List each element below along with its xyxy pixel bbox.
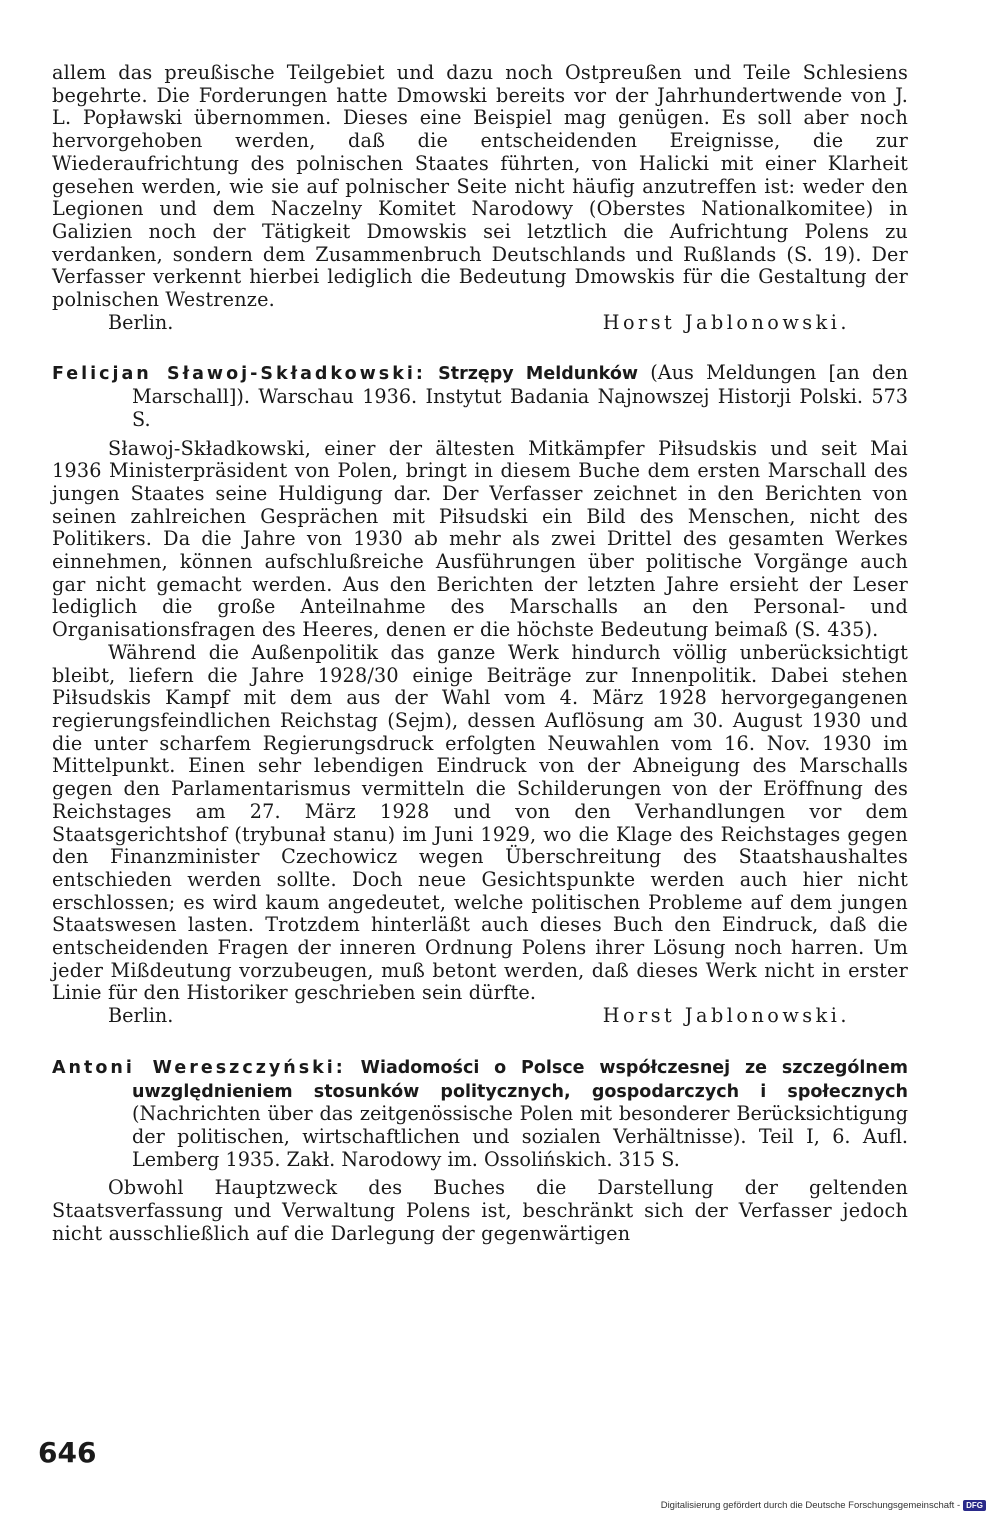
review2-paragraph-1: Sławoj-Składkowski, einer der ältesten Mitkämpfer Piłsudskis und seit Mai 1936 Ministerpräsident von Polen, bringt in diesem Buche dem ersten Marschall des jungen Staates seine Huldigung dar. Der Verfasser zeichnet in den Berichten von seinen zahlreichen Gesprächen mit Piłsudski ein Bild des Menschen, nicht des Politikers. Da die Jahre von 1930 ab mehr als zwei Drittel des gesamten Werkes einnehmen, können aufschlußreiche Ausführungen über politische Vorgänge auch gar nicht gemacht werden. Aus den Berichten der letzten Jahre ersieht der Leser lediglich die große Anteilnahme des Marschalls an den Personal- und Organisationsfragen des Heeres, denen er die höchste Bedeutung beimaß (S. 435). bbox=[52, 436, 908, 642]
review2-author-name: Felicjan Sławoj-Składkowski: bbox=[52, 364, 426, 385]
review3-heading bbox=[52, 1056, 908, 1172]
review3-title-polish: Wiadomości o Polsce współczesnej ze szczególnem uwzględnieniem stosunków politycznych, gospodarczych i społecznych bbox=[132, 1057, 908, 1102]
review2-title-polish: Strzępy Meldunków bbox=[438, 364, 639, 385]
review1-signature bbox=[52, 312, 908, 335]
page-content bbox=[52, 62, 908, 1245]
review2-heading bbox=[52, 362, 908, 431]
review2-title-rest: (Aus Meldungen [an den Marschall]). Warschau 1936. Instytut Badania Najnowszej Historji Polski. 573 S. bbox=[132, 361, 908, 431]
review3-paragraph: Obwohl Hauptzweck des Buches die Darstellung der geltenden Staatsverfassung und Verwaltung Polens ist, beschränkt sich der Verfasser jedoch nicht ausschließlich auf die Darlegung der gegenwärtigen bbox=[52, 1176, 908, 1245]
review2-author: Horst Jablonowski. bbox=[602, 1004, 850, 1028]
footer-text: Digitalisierung gefördert durch die Deutsche Forschungsgemeinschaft - bbox=[660, 1500, 961, 1511]
review3-author-name: Antoni Wereszczyński: bbox=[52, 1057, 346, 1078]
review2-paragraph-2: Während die Außenpolitik das ganze Werk hindurch völlig unberücksichtigt bleibt, liefern die Jahre 1928/30 einige Beiträge zur Innenpolitik. Dabei stehen Piłsudskis Kampf mit dem aus der Wahl vom 4. März 1928 hervorgegangenen regierungsfeindlichen Reichstag (Sejm), dessen Auflösung am 30. August 1930 und die unter scharfem Regierungsdruck erfolgten Neuwahlen vom 16. Nov. 1930 im Mittelpunkt. Einen sehr lebendigen Eindruck von der Abneigung des Marschalls gegen den Parlamentarismus vermitteln die Schilderungen von der Eröffnung des Reichstages am 27. März 1928 und von den Verhandlungen vor dem Staatsgerichtshof (trybunał stanu) im Juni 1929, wo die Klage des Reichstages gegen den Finanzminister Czechowicz wegen Überschreitung des Staatshaushaltes entschieden werden sollte. Doch neue Gesichtspunkte werden auch hier nicht erschlossen; es wird kaum angedeutet, welche politischen Probleme auf dem jungen Staatswesen lasten. Trotzdem hinterläßt auch dieses Buch den Eindruck, daß die entscheidenden Fragen der inneren Ordnung Polens ihrer Lösung noch harren. Um jeder Mißdeutung vorzubeugen, muß betont werden, daß dieses Werk nicht in erster Linie für den Historiker geschrieben sein dürfte. bbox=[52, 640, 908, 1005]
review2-signature bbox=[52, 1005, 908, 1028]
review2-place: Berlin. bbox=[108, 1004, 174, 1028]
dfg-logo-icon: DFG bbox=[963, 1500, 986, 1511]
page-number: 646 bbox=[38, 1436, 97, 1469]
review1-paragraph: allem das preußische Teilgebiet und dazu noch Ostpreußen und Teile Schlesiens begehrte. Die Forderungen hatte Dmowski bereits vor der Jahrhundertwende von J. L. Popławski übernommen. Dieses eine Beispiel mag genügen. Es soll aber noch hervorgehoben werden, daß die entscheidenden Ereignisse, die zur Wiederaufrichtung des polnischen Staates führten, von Halicki mit einer Klarheit gesehen werden, wie sie auf polnischer Seite nicht häufig anzutreffen ist: weder den Legionen und dem Naczelny Komitet Narodowy (Oberstes Nationalkomitee) in Galizien noch der Tätigkeit Dmowskis sei letztlich die Aufrichtung Polens zu verdanken, sondern dem Zusammenbruch Deutschlands und Rußlands (S. 19). Der Verfasser verkennt hierbei lediglich die Bedeutung Dmowskis für die Gestaltung der polnischen Westrenze. bbox=[52, 61, 908, 312]
review1-author: Horst Jablonowski. bbox=[602, 310, 850, 334]
review1-place: Berlin. bbox=[108, 310, 174, 334]
footer bbox=[661, 1500, 986, 1511]
review3-title-rest: (Nachrichten über das zeitgenössische Polen mit besonderer Berücksichtigung der politischen, wirtschaftlichen und sozialen Verhältnisse). Teil I, 6. Aufl. Lemberg 1935. Zakł. Narodowy im. Ossolińskich. 315 S. bbox=[132, 1102, 908, 1171]
